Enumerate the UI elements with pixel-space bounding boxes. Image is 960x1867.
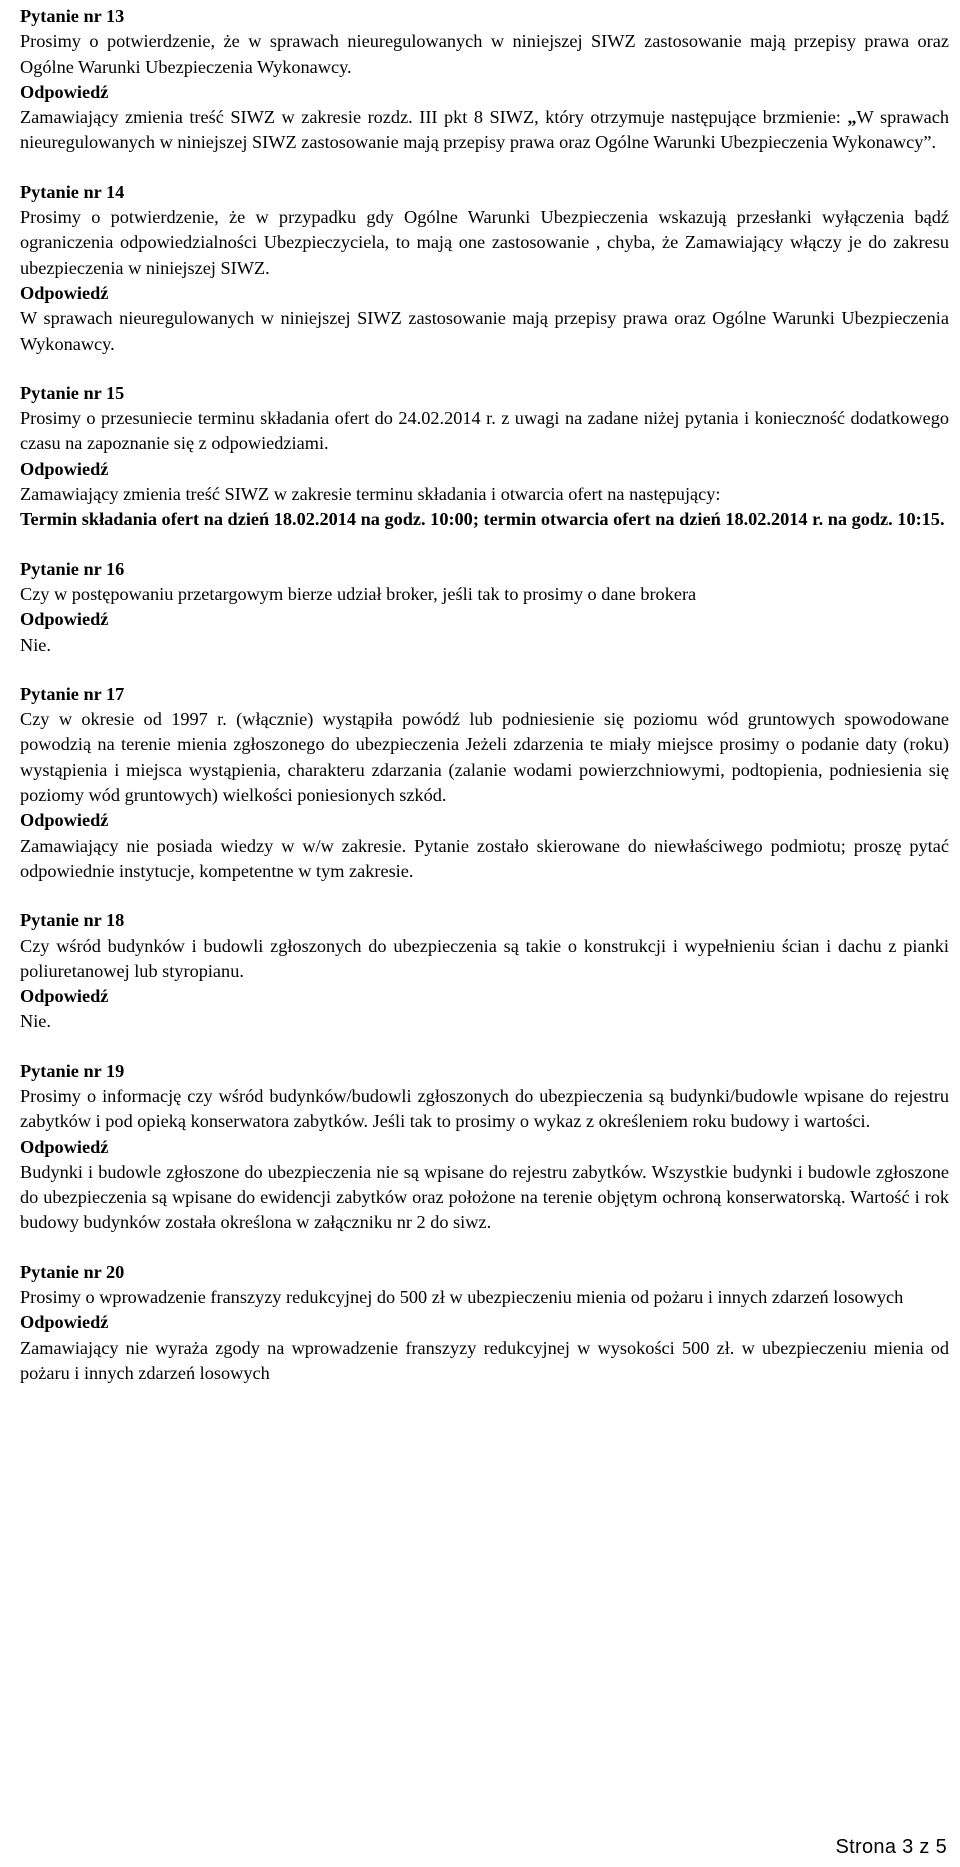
question-heading: Pytanie nr 18	[20, 910, 125, 931]
answer-deadline: Termin składania ofert na dzień 18.02.2014 na godz. 10:00; termin otwarcia ofert na dzień 18.02.2014 r. na godz. 10:15.	[20, 509, 945, 530]
answer-text: Zamawiający zmienia treść SIWZ w zakresie terminu składania i otwarcia ofert na następujący:	[20, 484, 721, 505]
question-16	[20, 557, 949, 658]
question-19	[20, 1059, 949, 1236]
question-heading: Pytanie nr 17	[20, 683, 125, 704]
answer-quote-mark: „	[847, 107, 857, 128]
answer-text: Nie.	[20, 634, 51, 655]
question-15	[20, 381, 949, 533]
answer-text: W sprawach nieuregulowanych w niniejszej SIWZ zastosowanie mają przepisy prawa oraz Ogólne Warunki Ubezpieczenia Wykonawcy.	[20, 308, 949, 354]
answer-label: Odpowiedź	[20, 810, 109, 831]
question-heading: Pytanie nr 14	[20, 181, 125, 202]
question-text: Prosimy o przesuniecie terminu składania ofert do 24.02.2014 r. z uwagi na zadane niżej pytania i konieczność dodatkowego czasu na zapoznanie się z odpowiedziami.	[20, 408, 949, 454]
answer-label: Odpowiedź	[20, 1312, 109, 1333]
answer-label: Odpowiedź	[20, 1136, 109, 1157]
document-content	[20, 4, 949, 1410]
answer-quoted-text: W sprawach nieuregulowanych w niniejszej SIWZ zastosowanie mają przepisy prawa oraz Ogólne Warunki Ubezpieczenia Wykonawcy”.	[20, 107, 949, 153]
answer-label: Odpowiedź	[20, 81, 109, 102]
page-number: Strona 3 z 5	[835, 1836, 947, 1858]
question-17	[20, 682, 949, 884]
answer-text: Zamawiający nie wyraża zgody na wprowadzenie franszyzy redukcyjnej w wysokości 500 zł. w ubezpieczeniu mienia od pożaru i innych zdarzeń losowych	[20, 1337, 949, 1383]
question-text: Czy w postępowaniu przetargowym bierze udział broker, jeśli tak to prosimy o dane brokera	[20, 583, 697, 604]
answer-label: Odpowiedź	[20, 458, 109, 479]
question-text: Prosimy o potwierdzenie, że w przypadku gdy Ogólne Warunki Ubezpieczenia wskazują przesłanki wyłączenia bądź ograniczenia odpowiedzialności Ubezpieczyciela, to mają one zastosowanie , chyba, że Zamawiający włączy je do zakresu ubezpieczenia w niniejszej SIWZ.	[20, 207, 949, 278]
question-text: Prosimy o wprowadzenie franszyzy redukcyjnej do 500 zł w ubezpieczeniu mienia od pożaru i innych zdarzeń losowych	[20, 1287, 904, 1308]
answer-text: Zamawiający nie posiada wiedzy w w/w zakresie. Pytanie zostało skierowane do niewłaściwego podmiotu; proszę pytać odpowiednie instytucje, kompetentne w tym zakresie.	[20, 835, 949, 881]
answer-label: Odpowiedź	[20, 986, 109, 1007]
question-heading: Pytanie nr 15	[20, 382, 125, 403]
question-text: Czy wśród budynków i budowli zgłoszonych do ubezpieczenia są takie o konstrukcji i wypełnieniu ścian i dachu z pianki poliuretanowej lub styropianu.	[20, 935, 949, 981]
question-20	[20, 1260, 949, 1386]
answer-text: Budynki i budowle zgłoszone do ubezpieczenia nie są wpisane do rejestru zabytków. Wszystkie budynki i budowle zgłoszone do ubezpieczenia są wpisane do ewidencji zabytków oraz położone na terenie objętym ochroną konserwatorską. Wartość i rok budowy budynków została określona w załączniku nr 2 do siwz.	[20, 1161, 949, 1233]
question-text: Prosimy o informację czy wśród budynków/budowli zgłoszonych do ubezpieczenia są budynki/budowle wpisane do rejestru zabytków i pod opieką konserwatora zabytków. Jeśli tak to prosimy o wykaz z określeniem roku budowy i wartości.	[20, 1085, 949, 1132]
question-heading: Pytanie nr 20	[20, 1261, 125, 1282]
answer-label: Odpowiedź	[20, 282, 109, 303]
question-text: Czy w okresie od 1997 r. (włącznie) wystąpiła powódź lub podniesienie się poziomu wód gruntowych spowodowane powodzią na terenie mienia zgłoszonego do ubezpieczenia Jeżeli zdarzenia te miały miejsce prosimy o podanie daty (roku) wystąpienia i miejsca wystąpienia, charakteru zdarzania (zalanie wodami powierzchniowymi, podtopienia, podniesienia się poziomy wód gruntowych) wielkości poniesionych szkód.	[20, 709, 949, 806]
question-heading: Pytanie nr 19	[20, 1060, 125, 1081]
question-heading: Pytanie nr 13	[20, 6, 125, 26]
question-18	[20, 908, 949, 1034]
answer-label: Odpowiedź	[20, 609, 109, 630]
question-14	[20, 180, 949, 357]
answer-intro: Zamawiający zmienia treść SIWZ w zakresie rozdz. III pkt 8 SIWZ, który otrzymuje następujące brzmienie:	[20, 107, 848, 128]
question-heading: Pytanie nr 16	[20, 558, 125, 579]
answer-text: Nie.	[20, 1011, 51, 1032]
answer-text	[20, 105, 949, 156]
question-text: Prosimy o potwierdzenie, że w sprawach nieuregulowanych w niniejszej SIWZ zastosowanie mają przepisy prawa oraz Ogólne Warunki Ubezpieczenia Wykonawcy.	[20, 31, 949, 77]
question-13	[20, 4, 949, 156]
